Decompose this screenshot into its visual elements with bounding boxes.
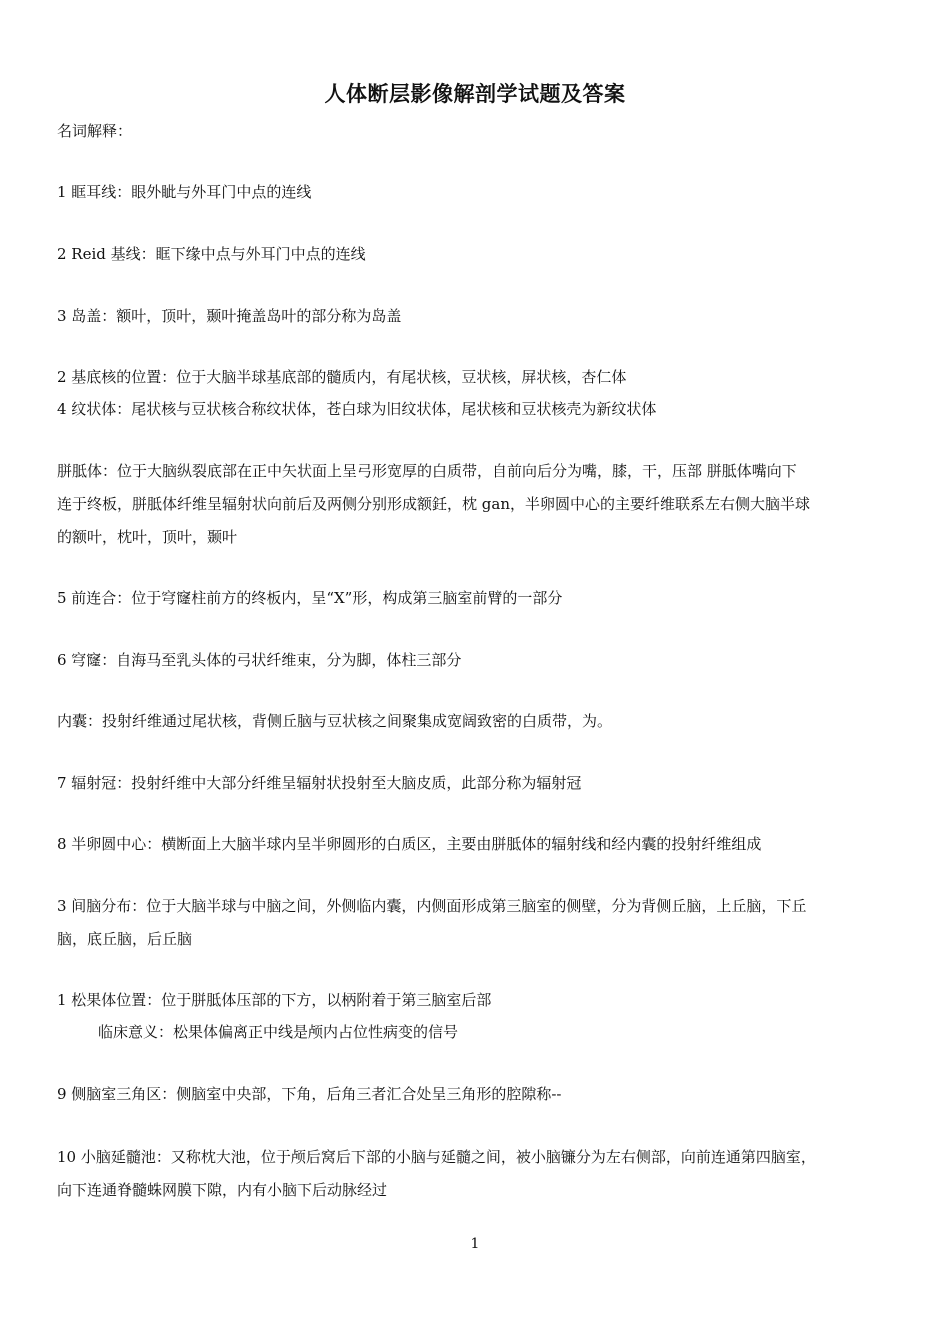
definition-line: 内囊：投射纤维通过尾状核，背侧丘脑与豆状核之间聚集成宽阔致密的白质带，为。 [57, 712, 613, 730]
definition-line: 9 侧脑室三角区：侧脑室中央部，下角，后角三者汇合处呈三角形的腔隙称-- [57, 1085, 562, 1103]
definition-line: 5 前连合：位于穹窿柱前方的终板内，呈“X”形，构成第三脑室前臂的一部分 [57, 589, 563, 607]
definition-line: 4 纹状体：尾状核与豆状核合称纹状体，苍白球为旧纹状体，尾状核和豆状核壳为新纹状体 [57, 400, 657, 418]
definition-line: 8 半卵圆中心：横断面上大脑半球内呈半卵圆形的白质区，主要由胼胝体的辐射线和经内囊的投射纤维组成 [57, 835, 762, 853]
definition-line: 6 穹窿：自海马至乳头体的弓状纤维束，分为脚，体柱三部分 [57, 651, 462, 669]
definition-line: 3 岛盖：额叶，顶叶，颞叶掩盖岛叶的部分称为岛盖 [57, 307, 402, 325]
definition-line-continued: 连于终板，胼胝体纤维呈辐射状向前后及两侧分别形成额鈓，枕 gan，半卵圆中心的主要纤维联系左右侧大脑半球 [57, 495, 810, 513]
definition-line: 7 辐射冠：投射纤维中大部分纤维呈辐射状投射至大脑皮质，此部分称为辐射冠 [57, 774, 582, 792]
document-title: 人体断层影像解剖学试题及答案 [324, 82, 626, 106]
definition-line: 10 小脑延髓池：又称枕大池，位于颅后窝后下部的小脑与延髓之间，被小脑镰分为左右侧部，向前连通第四脑室， [57, 1148, 816, 1166]
definition-line-continued: 脑，底丘脑，后丘脑 [57, 930, 193, 948]
definition-line: 胼胝体：位于大脑纵裂底部在正中矢状面上呈弓形宽厚的白质带，自前向后分为嘴，膝，干，压部 胼胝体嘴向下 [57, 462, 797, 480]
definition-line-continued: 的额叶，枕叶，顶叶，颞叶 [57, 528, 238, 546]
definition-line: 2 基底核的位置：位于大脑半球基底部的髓质内，有尾状核，豆状核，屏状核，杏仁体 [57, 368, 627, 386]
definition-line: 3 间脑分布：位于大脑半球与中脑之间，外侧临内囊，内侧面形成第三脑室的侧壁，分为背侧丘脑，上丘脑，下丘 [57, 897, 807, 915]
definition-line: 2 Reid 基线：眶下缘中点与外耳门中点的连线 [57, 245, 366, 263]
definition-line-indented: 临床意义：松果体偏离正中线是颅内占位性病变的信号 [98, 1023, 459, 1041]
definition-line-continued: 向下连通脊髓蛛网膜下隙，内有小脑下后动脉经过 [57, 1181, 388, 1199]
definition-line: 1 眶耳线：眼外眦与外耳门中点的连线 [57, 183, 312, 201]
page-number: 1 [470, 1236, 480, 1252]
section-heading: 名词解释： [57, 122, 133, 140]
definition-line: 1 松果体位置：位于胼胝体压部的下方，以柄附着于第三脑室后部 [57, 991, 492, 1009]
